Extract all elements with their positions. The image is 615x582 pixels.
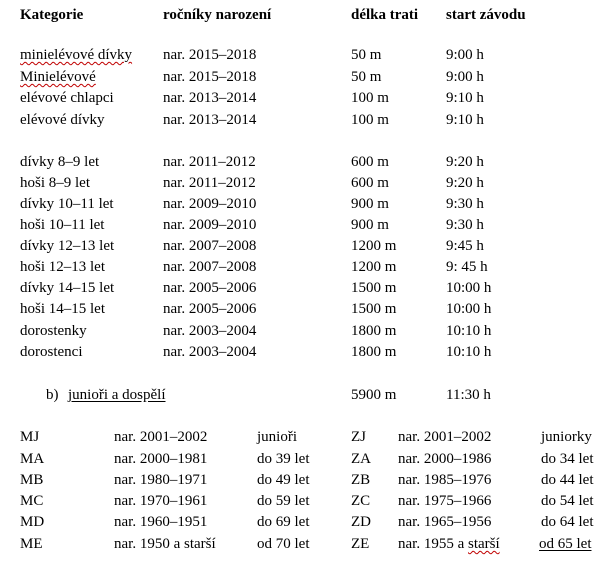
women-age-group: juniorky	[541, 429, 592, 445]
men-age-group: do 49 let	[257, 472, 310, 488]
header-kategorie: Kategorie	[20, 7, 84, 23]
youth-birth-years: nar. 2009–2010	[163, 196, 257, 212]
youth-birth-years: nar. 2015–2018	[163, 69, 257, 85]
youth-birth-years: nar. 2013–2014	[163, 112, 257, 128]
youth-category: hoši 12–13 let	[20, 259, 105, 275]
men-birth-years: nar. 1980–1971	[114, 472, 208, 488]
youth-start-time: 9:20 h	[446, 154, 484, 170]
men-birth-years: nar. 2001–2002	[114, 429, 208, 445]
men-category-code: MA	[20, 451, 45, 467]
section-b-label: junioři a dospělí	[68, 387, 166, 403]
women-birth-years: nar. 1965–1956	[398, 514, 492, 530]
men-category-code: MJ	[20, 429, 40, 445]
men-age-group: do 69 let	[257, 514, 310, 530]
youth-start-time: 9:45 h	[446, 238, 484, 254]
youth-start-time: 9:30 h	[446, 217, 484, 233]
youth-start-time: 9:00 h	[446, 47, 484, 63]
women-age-group: do 64 let	[541, 514, 594, 530]
section-b-distance: 5900 m	[351, 387, 397, 403]
women-category-code: ZB	[351, 472, 371, 488]
youth-start-time: 9:20 h	[446, 175, 484, 191]
men-category-code: MB	[20, 472, 44, 488]
youth-distance: 1800 m	[351, 344, 397, 360]
men-age-group: junioři	[257, 429, 297, 445]
youth-category: dorostenky	[20, 323, 87, 339]
women-age-group: do 34 let	[541, 451, 594, 467]
men-birth-years: nar. 2000–1981	[114, 451, 208, 467]
youth-category: Minielévové	[20, 69, 96, 85]
women-category-code: ZJ	[351, 429, 366, 445]
section-b-start-time: 11:30 h	[446, 387, 491, 403]
youth-distance: 1200 m	[351, 259, 397, 275]
youth-birth-years: nar. 2003–2004	[163, 323, 257, 339]
youth-start-time: 10:10 h	[446, 323, 492, 339]
youth-start-time: 10:10 h	[446, 344, 492, 360]
youth-category: minielévové dívky	[20, 47, 133, 63]
youth-distance: 1500 m	[351, 301, 397, 317]
youth-start-time: 9: 45 h	[446, 259, 488, 275]
youth-distance: 50 m	[351, 69, 382, 85]
youth-distance: 100 m	[351, 90, 389, 106]
youth-distance: 100 m	[351, 112, 389, 128]
youth-distance: 900 m	[351, 217, 389, 233]
men-category-code: MC	[20, 493, 44, 509]
youth-start-time: 9:10 h	[446, 90, 484, 106]
youth-category: dívky 8–9 let	[20, 154, 100, 170]
spellcheck-word: starší	[467, 536, 500, 552]
women-age-group: od 65 let	[539, 536, 592, 552]
youth-category: hoši 14–15 let	[20, 301, 105, 317]
youth-start-time: 10:00 h	[446, 301, 492, 317]
youth-distance: 50 m	[351, 47, 382, 63]
men-birth-years: nar. 1960–1951	[114, 514, 208, 530]
youth-birth-years: nar. 2013–2014	[163, 90, 257, 106]
women-category-code: ZC	[351, 493, 371, 509]
youth-category: hoši 10–11 let	[20, 217, 105, 233]
youth-birth-years: nar. 2011–2012	[163, 175, 256, 191]
women-category-code: ZA	[351, 451, 371, 467]
men-age-group: do 39 let	[257, 451, 310, 467]
youth-category: dívky 14–15 let	[20, 280, 115, 296]
men-category-code: MD	[20, 514, 45, 530]
youth-start-time: 9:10 h	[446, 112, 484, 128]
header-rocniky: ročníky narození	[163, 7, 272, 23]
section-b-marker: b)	[46, 387, 59, 403]
youth-birth-years: nar. 2011–2012	[163, 154, 256, 170]
youth-start-time: 9:30 h	[446, 196, 484, 212]
women-age-group: do 54 let	[541, 493, 594, 509]
women-age-group: do 44 let	[541, 472, 594, 488]
women-birth-years: nar. 2001–2002	[398, 429, 492, 445]
youth-birth-years: nar. 2007–2008	[163, 259, 257, 275]
youth-distance: 1200 m	[351, 238, 397, 254]
youth-birth-years: nar. 2003–2004	[163, 344, 257, 360]
youth-category: elévové chlapci	[20, 90, 114, 106]
men-birth-years: nar. 1950 a starší	[114, 536, 216, 552]
youth-category: hoši 8–9 let	[20, 175, 90, 191]
women-category-code: ZD	[351, 514, 371, 530]
youth-category: dívky 10–11 let	[20, 196, 114, 212]
men-category-code: ME	[20, 536, 43, 552]
youth-distance: 1500 m	[351, 280, 397, 296]
header-delka: délka trati	[351, 7, 419, 23]
youth-birth-years: nar. 2009–2010	[163, 217, 257, 233]
men-birth-years: nar. 1970–1961	[114, 493, 208, 509]
youth-birth-years: nar. 2015–2018	[163, 47, 257, 63]
youth-distance: 600 m	[351, 175, 389, 191]
youth-category: elévové dívky	[20, 112, 105, 128]
youth-distance: 1800 m	[351, 323, 397, 339]
men-age-group: do 59 let	[257, 493, 310, 509]
youth-start-time: 10:00 h	[446, 280, 492, 296]
men-age-group: od 70 let	[257, 536, 310, 552]
women-birth-years: nar. 1985–1976	[398, 472, 492, 488]
youth-distance: 900 m	[351, 196, 389, 212]
women-birth-years: nar. 2000–1986	[398, 451, 492, 467]
youth-birth-years: nar. 2005–2006	[163, 280, 257, 296]
youth-birth-years: nar. 2005–2006	[163, 301, 257, 317]
youth-category: dorostenci	[20, 344, 83, 360]
women-category-code: ZE	[351, 536, 370, 552]
women-birth-years: nar. 1975–1966	[398, 493, 492, 509]
youth-birth-years: nar. 2007–2008	[163, 238, 257, 254]
youth-start-time: 9:00 h	[446, 69, 484, 85]
women-birth-years: nar. 1955 a starší	[398, 536, 500, 552]
youth-distance: 600 m	[351, 154, 389, 170]
header-start: start závodu	[446, 7, 526, 23]
youth-category: dívky 12–13 let	[20, 238, 115, 254]
